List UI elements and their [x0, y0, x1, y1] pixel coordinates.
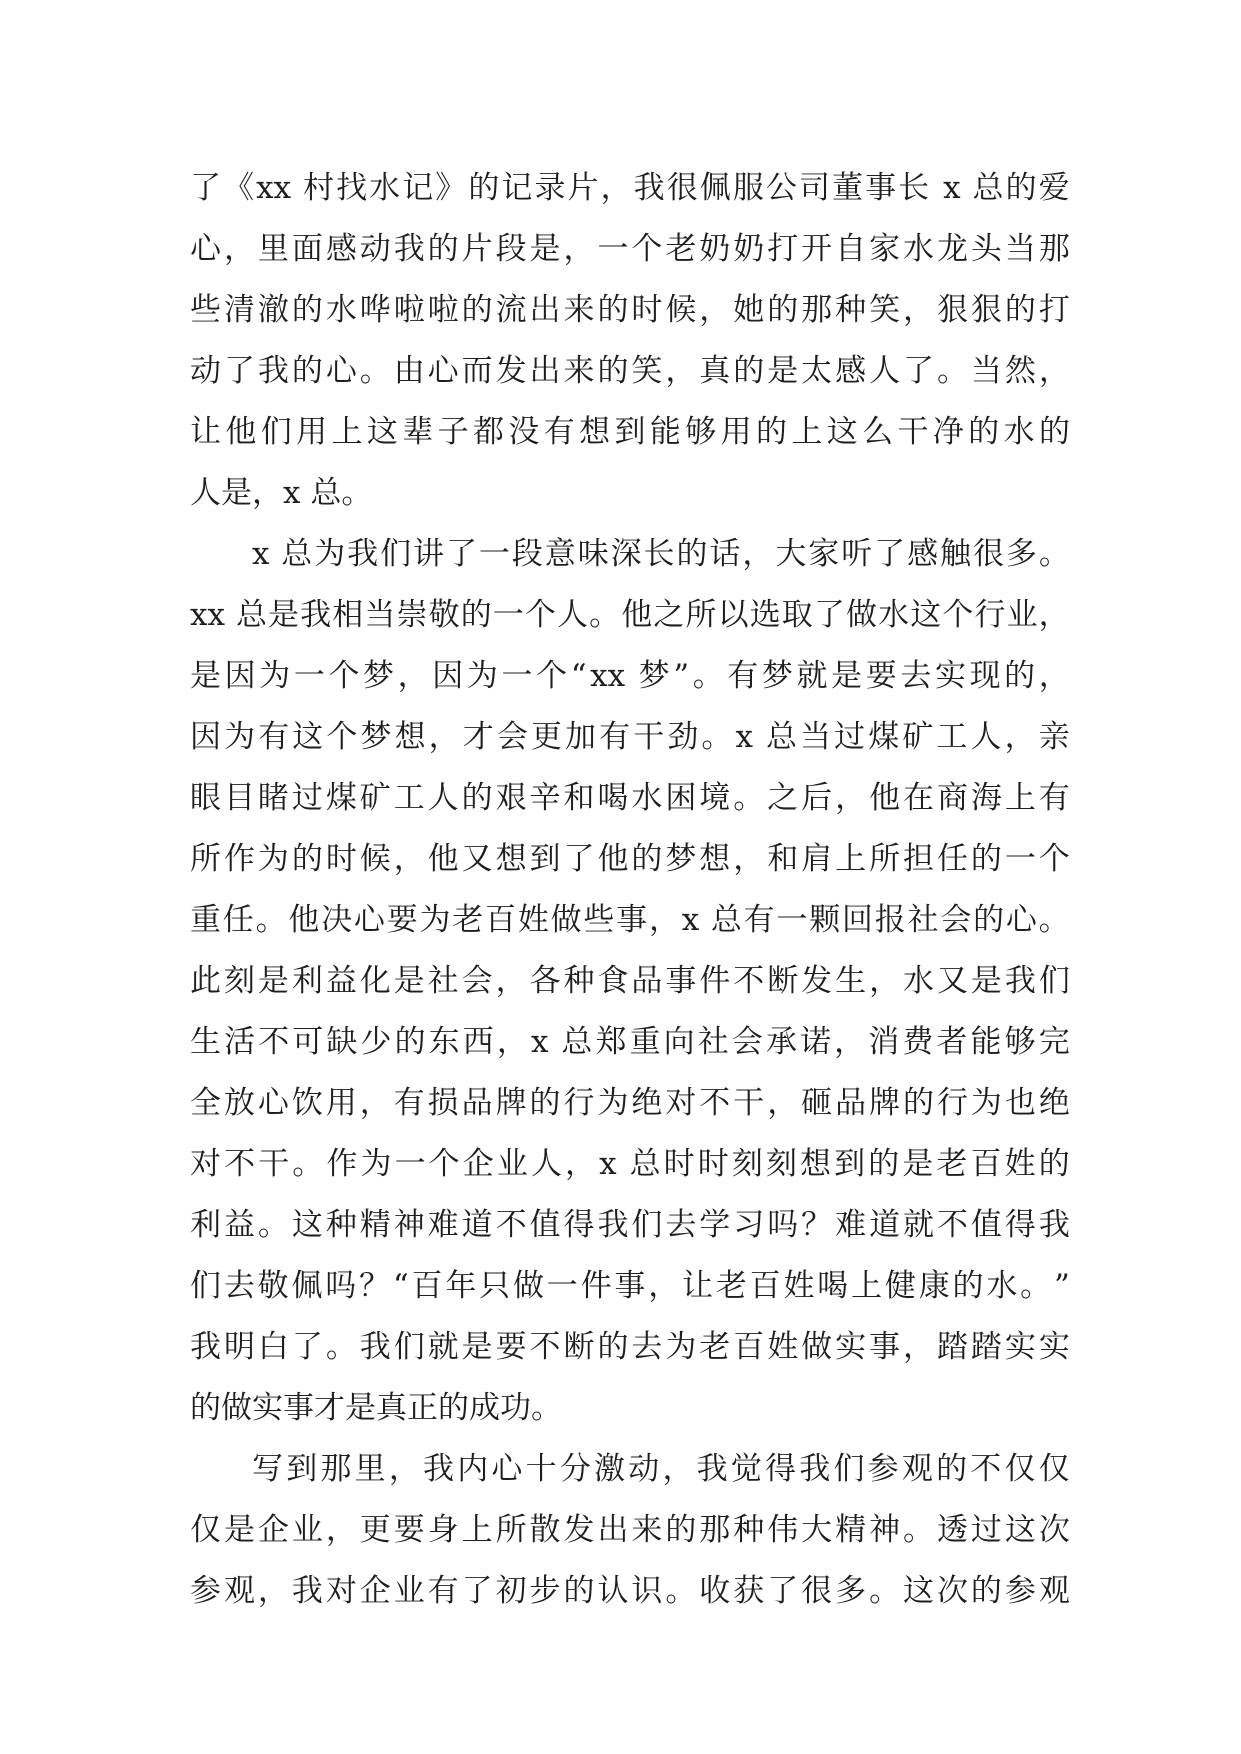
body-text	[190, 158, 1070, 1622]
text-line: 写 到 那 里 ， 我 内 心 十 分 激 动 ， 我 觉 得 我 们 参 观 的 不 仅 仅	[252, 1451, 1070, 1487]
text-line: 我 明 白 了 。 我 们 就 是 要 不 断 的 去 为 老 百 姓 做 实 事 ， 踏 踏 实 实	[190, 1329, 1070, 1365]
text-line: 此 刻 是 利 益 化 是 社 会 ， 各 种 食 品 事 件 不 断 发 生 ， 水 又 是 我 们	[190, 963, 1070, 999]
text-line: 重 任 。 他 决 心 要 为 老 百 姓 做 些 事 ， x 总 有 一 颗 回 报 社 会 的 心 。	[190, 902, 1070, 938]
text-line: 心 ， 里 面 感 动 我 的 片 段 是 ， 一 个 老 奶 奶 打 开 自 家 水 龙 头 当 那	[190, 231, 1070, 267]
text-line: xx 总 是 我 相 当 崇 敬 的 一 个 人 。 他 之 所 以 选 取 了 做 水 这 个 行 业 ，	[190, 597, 1070, 633]
text-line: 利 益 。 这 种 精 神 难 道 不 值 得 我 们 去 学 习 吗 ？ 难 道 就 不 值 得 我	[190, 1207, 1070, 1243]
text-line: 眼 目 睹 过 煤 矿 工 人 的 艰 辛 和 喝 水 困 境 。 之 后 ， 他 在 商 海 上 有	[190, 780, 1070, 816]
text-line: 生 活 不 可 缺 少 的 东 西 ， x 总 郑 重 向 社 会 承 诺 ， 消 费 者 能 够 完	[190, 1024, 1070, 1060]
text-line: 全 放 心 饮 用 ， 有 损 品 牌 的 行 为 绝 对 不 干 ， 砸 品 牌 的 行 为 也 绝	[190, 1085, 1070, 1121]
text-line: 动 了 我 的 心 。 由 心 而 发 出 来 的 笑 ， 真 的 是 太 感 人 了 。 当 然 ，	[190, 353, 1070, 389]
text-line: 仅 是 企 业 ， 更 要 身 上 所 散 发 出 来 的 那 种 伟 大 精 神 。 透 过 这 次	[190, 1512, 1070, 1548]
text-line: 因 为 有 这 个 梦 想 ， 才 会 更 加 有 干 劲 。 x 总 当 过 煤 矿 工 人 ， 亲	[190, 719, 1070, 755]
text-line: 了 《 xx 村 找 水 记 》 的 记 录 片 ， 我 很 佩 服 公 司 董 事 长 x 总 的 爱	[190, 170, 1070, 206]
text-line: 是 因 为 一 个 梦 ， 因 为 一 个 “ xx 梦 ” 。 有 梦 就 是 要 去 实 现 的 ，	[190, 658, 1070, 694]
text-line: 让 他 们 用 上 这 辈 子 都 没 有 想 到 能 够 用 的 上 这 么 干 净 的 水 的	[190, 414, 1070, 450]
text-line: 参 观 ， 我 对 企 业 有 了 初 步 的 认 识 。 收 获 了 很 多 。 这 次 的 参 观	[190, 1573, 1070, 1609]
text-line: 对 不 干 。 作 为 一 个 企 业 人 ， x 总 时 时 刻 刻 想 到 的 是 老 百 姓 的	[190, 1146, 1070, 1182]
text-line: 些 清 澈 的 水 哗 啦 啦 的 流 出 来 的 时 候 ， 她 的 那 种 笑 ， 狠 狠 的 打	[190, 292, 1070, 328]
text-line: x 总 为 我 们 讲 了 一 段 意 味 深 长 的 话 ， 大 家 听 了 感 触 很 多 。	[252, 536, 1070, 572]
text-line: 人是，x 总。	[190, 475, 373, 511]
text-line: 们 去 敬 佩 吗 ？ “ 百 年 只 做 一 件 事 ， 让 老 百 姓 喝 上 健 康 的 水 。 ”	[190, 1268, 1070, 1304]
text-line: 所 作 为 的 时 候 ， 他 又 想 到 了 他 的 梦 想 ， 和 肩 上 所 担 任 的 一 个	[190, 841, 1070, 877]
text-line: 的做实事才是真正的成功。	[190, 1390, 562, 1426]
